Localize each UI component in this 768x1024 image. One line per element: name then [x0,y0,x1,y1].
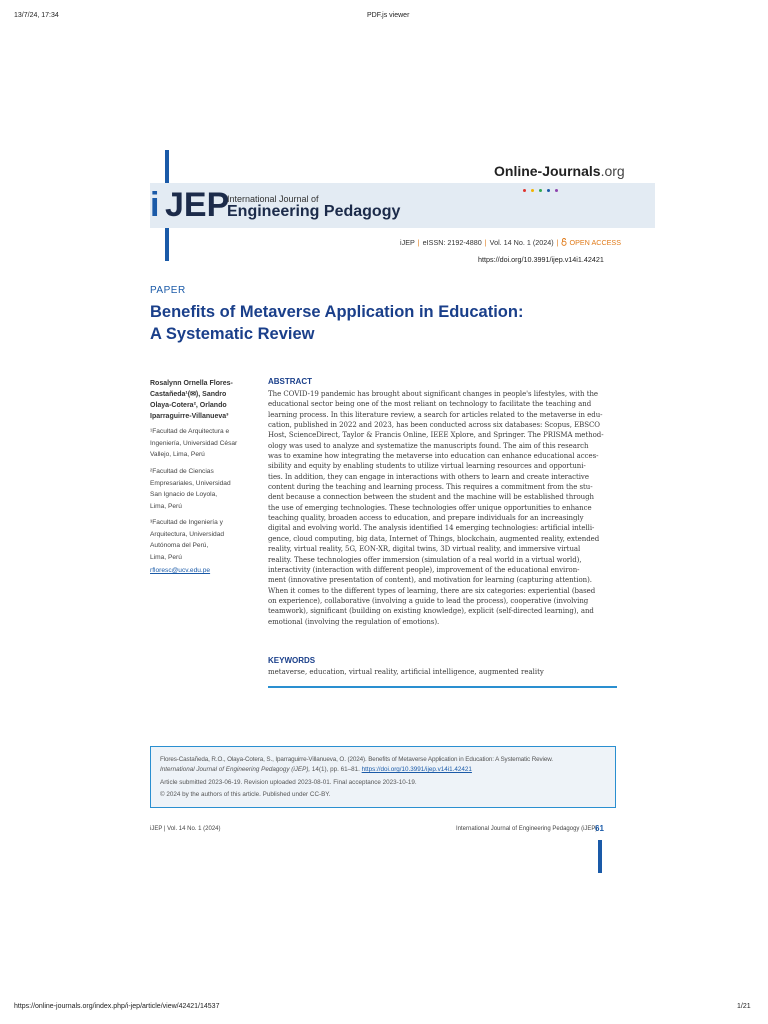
abstract-line: reality, virtual reality, 5G, EON-XR, digital twins, 3D virtual reality, and immersive virtual [268,545,581,554]
citation-pages: 14(1), pp. 61–81. [310,766,362,773]
abstract-line: The COVID-19 pandemic has brought about significant changes in people's lifestyles, with the [268,390,599,398]
publisher-logo-dots [523,179,563,197]
abstract-line: the use of emerging technologies. These technologies offer unique opportunities to enhance [268,503,592,512]
abstract-body [268,389,617,627]
footer-vertical-bar [598,840,602,873]
abstract-line: ties. In addition, they can engage in interactions with others to learn and create interactive [268,472,589,481]
author-line: Castañeda¹(✉), Sandro [150,391,227,398]
affiliation-line: ³Facultad de Ingeniería y [150,519,223,526]
page-number: 61 [595,824,604,833]
author-line: Iparraguirre-Villanueva³ [150,413,229,420]
affiliation-line: San Ignacio de Loyola, [150,491,218,498]
paper-type-label: PAPER [150,285,186,296]
abstract-line: was to examine how integrating the metaverse into education can enhance educational acces- [268,452,599,461]
affiliation-3 [150,517,262,563]
citation-journal: International Journal of Engineering Pedagogy (iJEP), [160,766,311,773]
citation-line [160,765,606,775]
affiliation-line: Vallejo, Lima, Perú [150,451,205,458]
article-title [150,301,620,345]
citation-line: Flores-Castañeda, R.O., Olaya-Cotera, S., Iparraguirre-Villanueva, O. (2024). Benefits of Metaverse Application in Education: A Systematic Review. [160,756,553,763]
keywords-heading: KEYWORDS [268,656,316,665]
abstract-line: interactivity (interaction with different people), improvement of the educational environ- [268,565,580,574]
meta-journal: iJEP [400,238,415,247]
keywords-text: metaverse, education, virtual reality, artificial intelligence, augmented reality [268,668,544,676]
logo-i: i [150,186,160,224]
affiliation-line: Ingeniería, Universidad César [150,439,238,447]
abstract-heading: ABSTRACT [268,377,312,386]
meta-volume: Vol. 14 No. 1 (2024) [489,238,554,247]
abstract-line: Host, ScienceDirect, Taylor & Francis Online, IEEE Xplore, and Springer. The PRISMA method- [268,431,604,440]
logo-jep: JEP [165,186,230,224]
abstract-line: dent because a connection between the student and the machine will be established through [268,493,594,502]
abstract-line: gence, cloud computing, big data, Internet of Things, blockchain, augmented reality, extended [268,534,600,543]
print-datetime: 13/7/24, 17:34 [14,12,59,19]
print-page-counter: 1/21 [737,1003,751,1010]
open-access-badge [561,238,621,247]
affiliation-line: Empresariales, Universidad [150,479,231,487]
publisher-name: Online-Journals [494,163,601,179]
header-vertical-bar-top [165,150,169,183]
author-email-link[interactable]: rfloresc@ucv.edu.pe [150,567,211,574]
affiliation-1 [150,426,262,461]
abstract-line: content during the teaching and learning process. This requires a commitment from the stu- [268,483,593,492]
abstract-line: digital and evolving world. The analysis identified 14 emerging technologies: artificial intelli- [268,524,595,533]
title-line-2: A Systematic Review [150,325,315,343]
author-list [150,378,262,422]
abstract-line: cation, published in 2022 and 2023, has been conducted across six databases: Scopus, EBSCO [268,421,600,430]
affiliation-line: Arquitectura, Universidad [150,530,225,538]
author-line: Rosalynn Ornella Flores- [150,380,233,387]
journal-name-small: International Journal of [227,194,319,204]
abstract-line: sibility and equity by enabling students to utilize virtual learning resources and opportuni- [268,462,586,471]
open-access-label: OPEN ACCESS [569,238,622,247]
author-line: Olaya-Cotera², Orlando [150,402,227,409]
keywords-rule [268,686,617,688]
affiliation-2 [150,466,262,512]
affiliation-line: Lima, Perú [150,502,182,510]
abstract-line: teamwork), significant (building on existing knowledge), explicit (self-directed learning), and [268,607,594,616]
open-access-icon [561,238,567,246]
meta-issn: eISSN: 2192-4880 [422,238,482,247]
abstract-line: learning process. In this literature review, a search for articles related to the metaverse in edu- [268,410,603,419]
abstract-line: on experience), collaborative (involving a guide to lead the process), cooperative (involving [268,596,589,605]
citation-box [150,746,616,808]
abstract-line: ment (innovative presentation of content), and motivation for learning (capturing attention). [268,576,592,585]
journal-name: Engineering Pedagogy [227,203,401,220]
journal-meta: iJEP | eISSN: 2192-4880 | Vol. 14 No. 1 (2024) | OPEN ACCESS [400,238,622,247]
affiliation-line: Lima, Perú [150,553,182,561]
abstract-line: teaching quality, broaden access to education, and prepare individuals for an increasingly [268,514,584,523]
page-footer-left: iJEP | Vol. 14 No. 1 (2024) [150,826,221,832]
header-vertical-bar-bottom [165,228,169,261]
abstract-line: emotional (involving the regulation of emotions). [268,617,440,626]
page-footer-journal: International Journal of Engineering Pedagogy (iJEP) [456,826,598,832]
citation-dates: Article submitted 2023-06-19. Revision uploaded 2023-08-01. Final acceptance 2023-10-19. [160,779,417,786]
publisher-tld: .org [600,163,625,179]
abstract-line: When it comes to the different types of learning, there are six categories: experiential (based [268,586,596,595]
doi-link[interactable]: https://doi.org/10.3991/ijep.v14i1.42421 [478,255,604,264]
affiliation-line: ¹Facultad de Arquitectura e [150,428,230,435]
citation-license: © 2024 by the authors of this article. Published under CC-BY. [160,791,331,798]
abstract-line: ology was used to analyze and systematize the manuscripts found. The aim of this research [268,441,589,450]
citation-doi-link[interactable]: https://doi.org/10.3991/ijep.v14i1.42421 [361,766,472,773]
abstract-line: educational sector being one of the most reliant on technology to facilitate the teaching and [268,400,592,409]
affiliation-line: ²Facultad de Ciencias [150,468,214,475]
affiliation-line: Autónoma del Perú, [150,542,209,549]
publisher-logo[interactable] [494,163,625,179]
print-url: https://online-journals.org/index.php/i-jep/article/view/42421/14537 [14,1003,220,1010]
abstract-line: reality. These technologies offer immersion (simulation of a real world in a virtual world), [268,555,582,564]
title-line-1: Benefits of Metaverse Application in Education: [150,303,524,321]
print-title: PDF.js viewer [367,12,410,19]
